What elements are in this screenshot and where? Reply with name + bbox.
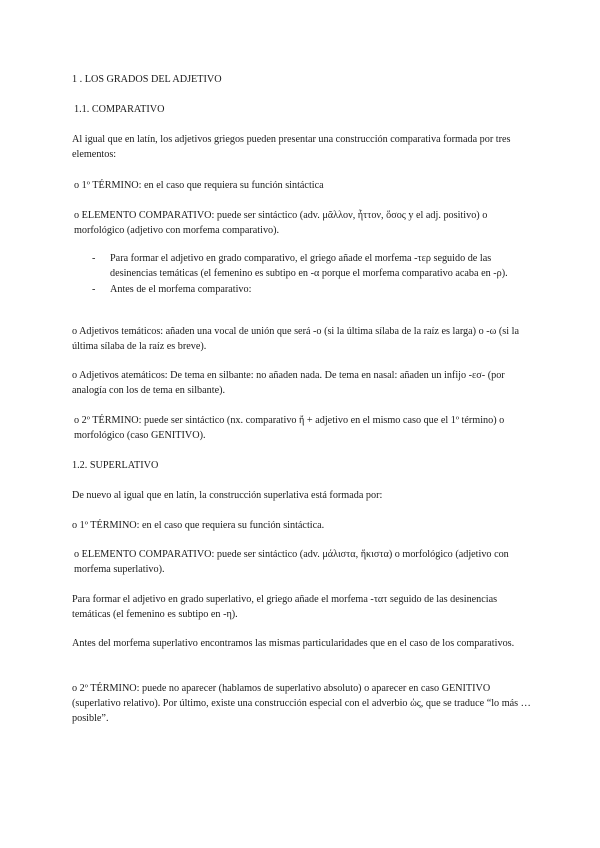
superlativo-antes: Antes del morfema superlativo encontramos las mismas particularidades que en el caso de los comparativos. <box>72 638 515 649</box>
bullet-item: - Para formar el adjetivo en grado comparativo, el griego añade el morfema -τερ seguido de las desinencias temáticas (el femenino es subtipo en -α porque el morfema comparativo acaba en -ρ). <box>92 251 532 281</box>
subsection-heading-superlativo: 1.2. SUPERLATIVO <box>72 460 159 471</box>
superlativo-termino-2: o 2º TÉRMINO: puede no aparecer (hablamos de superlativo absoluto) o aparecer en caso GENITIVO (superlativo relativo). Por último, existe una construcción especial con el adverbio ὡς, que se traduce “lo más … posible”. <box>72 683 531 724</box>
comparativo-termino-2: o 2º TÉRMINO: puede ser sintáctico (nx. comparativo ἤ + adjetivo en el mismo caso que el 1º término) o morfológico (caso GENITIVO). <box>74 415 505 441</box>
section-heading: 1 . LOS GRADOS DEL ADJETIVO <box>72 74 222 85</box>
subsection-heading-comparativo: 1.1. COMPARATIVO <box>74 104 165 115</box>
adjetivos-tematicos: o Adjetivos temáticos: añaden una vocal de unión que será -o (si la última sílaba de la raíz es larga) o -ω (si la última sílaba de la raíz es breve). <box>72 326 519 352</box>
comparativo-termino-1: o 1º TÉRMINO: en el caso que requiera su función sintáctica <box>74 180 324 191</box>
comparativo-intro: Al igual que en latín, los adjetivos griegos pueden presentar una construcción comparativa formada por tres elementos: <box>72 134 511 160</box>
comparativo-bullet-list <box>92 251 532 297</box>
superlativo-formar: Para formar el adjetivo en grado superlativo, el griego añade el morfema -τατ seguido de las desinencias temáticas (el femenino es subtipo en -η). <box>72 594 498 620</box>
superlativo-termino-1: o 1º TÉRMINO: en el caso que requiera su función sintáctica. <box>72 520 325 531</box>
superlativo-elemento: o ELEMENTO COMPARATIVO: puede ser sintáctico (adv. μάλιστα, ἥκιστα) o morfológico (adjetivo con morfema superlativo). <box>74 549 509 575</box>
superlativo-intro: De nuevo al igual que en latín, la construcción superlativa está formada por: <box>72 490 383 501</box>
bullet-item: - Antes de el morfema comparativo: <box>92 282 532 297</box>
adjetivos-atematicos: o Adjetivos atemáticos: De tema en silbante: no añaden nada. De tema en nasal: añaden un infijo -εσ- (por analogía con los de tema en silbante). <box>72 370 505 396</box>
comparativo-elemento: o ELEMENTO COMPARATIVO: puede ser sintáctico (adv. μᾶλλον, ἧττον, ὅσος y el adj. positivo) o morfológico (adjetivo con morfema comparativo). <box>74 210 488 236</box>
